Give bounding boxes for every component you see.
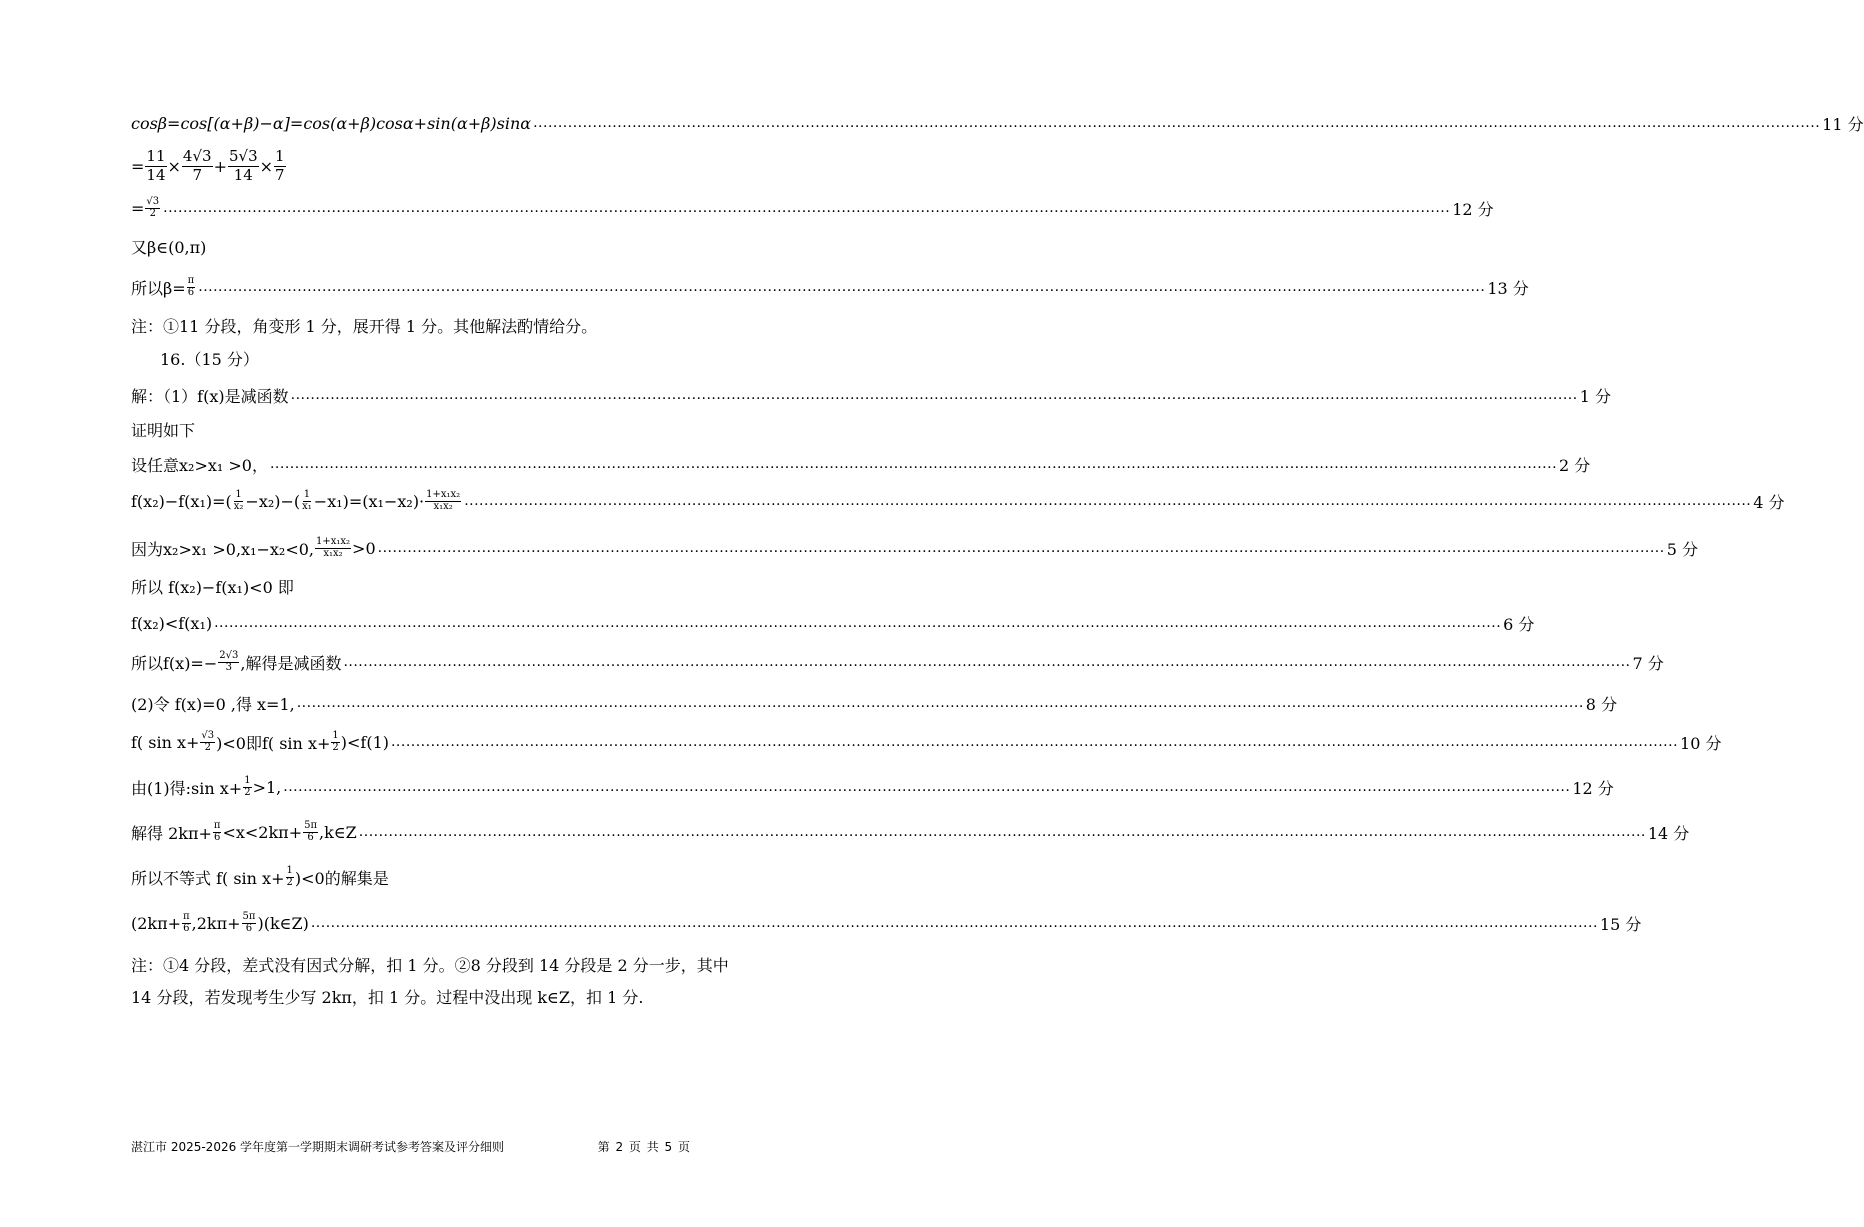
leader-dots: .................................................................................................................................................................................................................................................................... — [283, 779, 1571, 795]
solution-line-inequality: f( sin x+ $\frac{√3}{2}$ )<0即f( sin x+ $\frac{1}{2}$ )<f(1) .................................................................................................................................................................................................................................................................... 10 分 — [131, 727, 737, 757]
leader-dots: .................................................................................................................................................................................................................................................................... — [533, 115, 1821, 131]
solution-line-assume: 设任意x₂>x₁ >0， .................................................................................................................................................................................................................................................................... 2 分 — [131, 449, 737, 479]
score-label: 12 分 — [1572, 778, 1614, 798]
leader-dots: .................................................................................................................................................................................................................................................................... — [464, 493, 1752, 509]
fraction: $\frac{2√3}{3}$ — [219, 650, 239, 673]
page-footer — [131, 1138, 691, 1155]
leader-dots: .................................................................................................................................................................................................................................................................... — [358, 824, 1646, 840]
fraction: $\frac{5\pi}{6}$ — [242, 911, 256, 934]
leader-dots: .................................................................................................................................................................................................................................................................... — [269, 456, 1558, 472]
score-label: 7 分 — [1632, 653, 1664, 673]
fraction: $\frac{\pi}{6}$ — [213, 820, 221, 843]
fraction: $\frac{\text{1+x₁x₂}}{\text{x₁x₂}}$ — [426, 489, 461, 512]
solution-line-product: = $\frac{11}{14}$ × $\frac{4√3}{7}$ + $\frac{5√3}{14}$ × $\frac{1}{7}$ — [131, 147, 285, 184]
fraction: $\frac{√3}{2}$ — [146, 196, 160, 219]
fraction: $\frac{1}{2}$ — [332, 730, 339, 753]
solution-line-domain: 又β∈(0,π) — [131, 238, 207, 257]
leader-dots: .................................................................................................................................................................................................................................................................... — [310, 915, 1598, 931]
solution-line-solve: 解得 2kπ+ $\frac{\pi}{6}$ <x<2kπ+ $\frac{5\pi}{6}$ ,k∈Z .................................................................................................................................................................................................................................................................... 14 分 — [131, 817, 737, 847]
leader-dots: .................................................................................................................................................................................................................................................................... — [163, 200, 1451, 216]
fraction: $\frac{5√3}{14}$ — [228, 147, 258, 184]
fraction: $\frac{1}{\text{x₂}}$ — [233, 489, 244, 512]
fraction: $\frac{1}{2}$ — [244, 775, 251, 798]
score-label: 12 分 — [1452, 199, 1494, 219]
solution-line-so: 所以 f(x₂)−f(x₁)<0 即 — [131, 578, 294, 597]
solution-line-decreasing: 解：（1）f(x)是减函数 .................................................................................................................................................................................................................................................................... 1 分 — [131, 380, 737, 410]
leader-dots: .................................................................................................................................................................................................................................................................... — [198, 279, 1486, 295]
leader-dots: .................................................................................................................................................................................................................................................................... — [296, 695, 1584, 711]
formula-text: cosβ=cos[(α+β)−α]=cos(α+β)cosα+sin(α+β)sinα — [131, 113, 532, 133]
leader-dots: .................................................................................................................................................................................................................................................................... — [214, 615, 1502, 631]
fraction: $\frac{√3}{2}$ — [201, 730, 215, 753]
fraction: $\frac{11}{14}$ — [146, 147, 166, 184]
solution-line-part2: (2)令 f(x)=0 ,得 x=1, .................................................................................................................................................................................................................................................................... 8 分 — [131, 688, 737, 718]
solution-line-compare: f(x₂)<f(x₁) .................................................................................................................................................................................................................................................................... 6 分 — [131, 608, 737, 638]
score-label: 8 分 — [1585, 694, 1618, 714]
solution-line-conclusion: 所以f(x)=− $\frac{2√3}{3}$ ,解得是减函数 .................................................................................................................................................................................................................................................................... 7 分 — [131, 647, 737, 677]
note-1: 注：①11 分段，角变形 1 分，展开得 1 分。其他解法酌情给分。 — [131, 317, 598, 336]
page-number: 第 2 页 共 5 页 — [597, 1140, 691, 1154]
footer-title: 湛江市 2025-2026 学年度第一学期期末调研考试参考答案及评分细则 — [131, 1140, 505, 1154]
score-label: 13 分 — [1487, 278, 1529, 298]
solution-line-from1: 由(1)得:sin x+ $\frac{1}{2}$ >1, .................................................................................................................................................................................................................................................................... 12 分 — [131, 772, 737, 802]
score-label: 10 分 — [1680, 733, 1722, 753]
fraction: $\frac{1}{\text{x₁}}$ — [302, 489, 312, 512]
fraction: $\frac{4√3}{7}$ — [182, 147, 212, 184]
fraction: $\frac{1}{7}$ — [275, 147, 285, 184]
solution-line-result: = $\frac{√3}{2}$ .................................................................................................................................................................................................................................................................... 12 分 — [131, 193, 737, 223]
fraction: $\frac{\text{1+x₁x₂}}{\text{x₁x₂}}$ — [316, 536, 351, 559]
score-label: 2 分 — [1559, 455, 1591, 475]
score-label: 6 分 — [1503, 614, 1535, 634]
solution-line-because: 因为x₂>x₁ >0,x₁−x₂<0, $\frac{\text{1+x₁x₂}}{\text{x₁x₂}}$ >0 .................................................................................................................................................................................................................................................................... 5 分 — [131, 533, 737, 563]
score-label: 11 分 — [1822, 114, 1864, 134]
score-label: 14 分 — [1647, 823, 1690, 843]
score-label: 5 分 — [1666, 539, 1698, 559]
leader-dots: .................................................................................................................................................................................................................................................................... — [290, 387, 1578, 403]
note-2: 注：①4 分段，差式没有因式分解，扣 1 分。②8 分段到 14 分段是 2 分一步，其中 14 分段，若发现考生少写 2kπ，扣 1 分。过程中没出现 k∈Z，扣 1 分. — [131, 956, 729, 1007]
leader-dots: .................................................................................................................................................................................................................................................................... — [390, 734, 1679, 750]
leader-dots: .................................................................................................................................................................................................................................................................... — [377, 540, 1665, 556]
solution-line-solution-set-intro: 所以不等式 f( sin x+ $\frac{1}{2}$ )<0的解集是 — [131, 865, 389, 888]
solution-line-beta: 所以β= $\frac{\pi}{6}$ .................................................................................................................................................................................................................................................................... 13 分 — [131, 272, 737, 302]
fraction: $\frac{5\pi}{6}$ — [304, 820, 318, 843]
solution-line-difference: f(x₂)−f(x₁)=( $\frac{1}{\text{x₂}}$ −x₂)−( $\frac{1}{\text{x₁}}$ −x₁)=(x₁−x₂)· $\frac{\text{1+x₁x₂}}{\text{x₁x₂}}$ .................................................................................................................................................................................................................................................................... 4 分 — [131, 486, 737, 516]
fraction: $\frac{1}{2}$ — [286, 865, 293, 888]
fraction: $\frac{\pi}{6}$ — [183, 911, 190, 934]
question-heading: 16.（15 分） — [160, 350, 259, 369]
score-label: 1 分 — [1579, 386, 1611, 406]
solution-line-solution-set: (2kπ+ $\frac{\pi}{6}$ ,2kπ+ $\frac{5\pi}{6}$ )(k∈Z) .................................................................................................................................................................................................................................................................... 15 分 — [131, 908, 737, 938]
proof-intro: 证明如下 — [131, 421, 196, 440]
fraction: $\frac{\pi}{6}$ — [187, 275, 195, 298]
score-label: 15 分 — [1599, 914, 1642, 934]
score-label: 4 分 — [1753, 492, 1785, 512]
leader-dots: .................................................................................................................................................................................................................................................................... — [343, 654, 1631, 670]
solution-line-cosbeta — [131, 108, 1864, 138]
